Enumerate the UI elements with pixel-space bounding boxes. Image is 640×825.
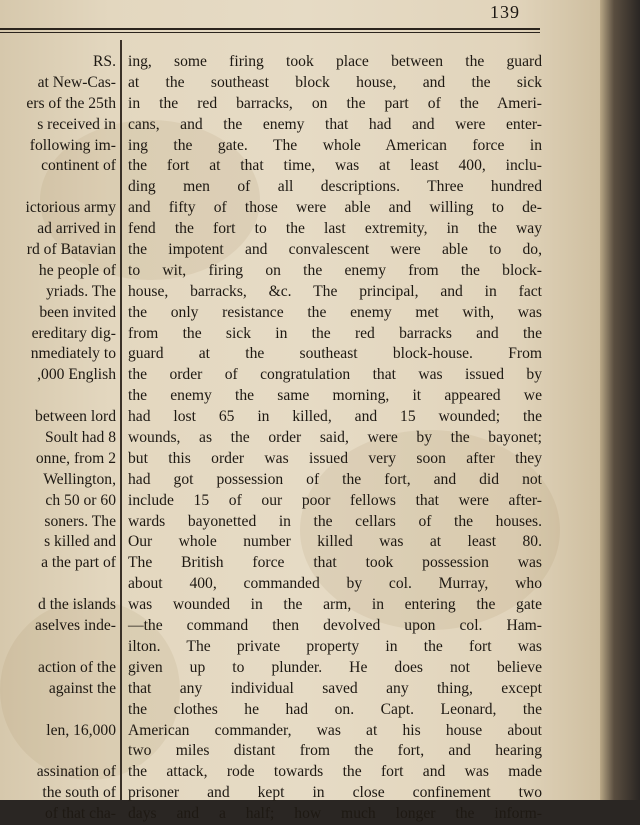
right-column-line: and fifty of those were able and willing to de-	[128, 199, 542, 217]
right-column-line: American commander, was at his house about	[128, 721, 542, 739]
left-column-line: he people of	[38, 261, 116, 279]
right-column-line: fend the fort to the last extremity, in the way	[128, 220, 542, 238]
right-column-line: in the red barracks, on the part of the Ameri-	[128, 94, 542, 112]
right-column-line: wards bayonetted in the cellars of the houses.	[128, 512, 542, 530]
right-column-line: house, barracks, &c. The principal, and in fact	[128, 282, 542, 300]
left-column-line: at New-Cas-	[37, 73, 116, 91]
right-column-line: the impotent and convalescent were able to do,	[128, 241, 542, 259]
left-column-line: continent of	[41, 157, 116, 175]
left-column-line: onne, from 2	[35, 449, 116, 467]
left-column-line: Soult had 8	[44, 429, 116, 447]
left-column-line: been invited	[39, 303, 116, 321]
right-column-line: the clothes he had on. Capt. Leonard, the	[128, 700, 542, 718]
left-column-line: soners. The	[44, 512, 116, 530]
right-column-line: given up to plunder. He does not believe	[128, 658, 542, 676]
left-column-line: aselves inde-	[35, 617, 116, 635]
right-column-line: had lost 65 in killed, and 15 wounded; the	[128, 408, 542, 426]
left-column-line: between lord	[35, 408, 116, 426]
left-column-line: assination of	[36, 763, 116, 781]
left-column-line: ereditary dig-	[31, 324, 116, 342]
right-column-line: include 15 of our poor fellows that were after-	[128, 491, 542, 509]
right-column-line: the fort at that time, was at least 400, inclu-	[128, 157, 542, 175]
right-column-line: ing, some firing took place between the guard	[128, 53, 542, 70]
left-column-line	[0, 741, 116, 762]
left-column-line: ch 50 or 60	[45, 491, 116, 509]
left-column-line: len, 16,000	[46, 721, 116, 739]
right-column-line: was wounded in the arm, in entering the gate	[128, 596, 542, 614]
right-column-line: Our whole number killed was at least 80.	[128, 533, 542, 551]
left-column-line	[0, 637, 116, 658]
right-column-line: —the command then devolved upon col. Ham-	[128, 617, 542, 635]
left-column-line: rd of Batavian	[26, 241, 116, 259]
right-column-line: at the southeast block house, and the sick	[128, 73, 542, 91]
left-column-line: following im-	[29, 136, 116, 154]
right-column-line: the only resistance the enemy met with, was	[128, 303, 542, 321]
left-column-line	[0, 177, 116, 198]
right-column-line: ding men of all descriptions. Three hundred	[128, 178, 542, 196]
left-column-line: of that cha-	[44, 805, 116, 823]
right-column-line: from the sick in the red barracks and the	[128, 324, 542, 342]
left-column-line: yriads. The	[46, 282, 116, 300]
right-column-line: the order of congratulation that was issued by	[128, 366, 542, 384]
left-column-line: the south of	[42, 784, 116, 802]
header-rule-thin	[0, 32, 540, 33]
left-column-line: nmediately to	[30, 345, 116, 363]
left-column-text	[0, 52, 116, 825]
left-column-line	[0, 386, 116, 407]
right-column-line: the enemy the same morning, it appeared we	[128, 387, 542, 405]
right-column-line: the attack, rode towards the fort and was made	[128, 763, 542, 781]
right-column-line: days and a half; how much longer the inform-	[128, 805, 542, 823]
right-column-line: guard at the southeast block-house. From	[128, 345, 542, 363]
page-edge-shadow	[600, 0, 640, 800]
left-column-line: against the	[48, 679, 116, 697]
right-column-line: ing the gate. The whole American force in	[128, 136, 542, 154]
right-column-line: to wit, firing on the enemy from the block-	[128, 261, 542, 279]
left-column-line: ers of the 25th	[26, 94, 116, 112]
left-column-line: s killed and	[44, 533, 116, 551]
right-column-line: The British force that took possession was	[128, 554, 542, 572]
right-column-line: but this order was issued very soon after they	[128, 449, 542, 467]
right-column-line: about 400, commanded by col. Murray, who	[128, 575, 542, 593]
left-column-line	[0, 700, 116, 721]
page-number: 139	[490, 2, 520, 22]
left-column-line: ictorious army	[25, 199, 116, 217]
right-column-line: had got possession of the fort, and did not	[128, 470, 542, 488]
left-column-line: action of the	[38, 658, 116, 676]
left-column-line: ad arrived in	[37, 220, 116, 238]
right-column-line: wounds, as the order said, were by the bayonet;	[128, 429, 542, 447]
left-column-line: d the islands	[38, 596, 116, 614]
right-column-text	[128, 52, 542, 825]
header-rule	[0, 28, 540, 30]
column-divider	[120, 40, 122, 800]
right-column-line: two miles distant from the fort, and hearing	[128, 742, 542, 760]
left-column-line: s received in	[37, 115, 116, 133]
right-column-line: that any individual saved any thing, except	[128, 679, 542, 697]
right-column-line: ilton. The private property in the fort was	[128, 637, 542, 655]
right-column-line: prisoner and kept in close confinement two	[128, 784, 542, 802]
left-column-line: a the part of	[41, 554, 116, 572]
right-column-line: cans, and the enemy that had and were enter-	[128, 115, 542, 133]
left-column-line: Wellington,	[43, 470, 116, 488]
left-column-line	[0, 574, 116, 595]
left-column-line: RS.	[93, 53, 116, 70]
left-column-line: ,000 English	[37, 366, 116, 384]
